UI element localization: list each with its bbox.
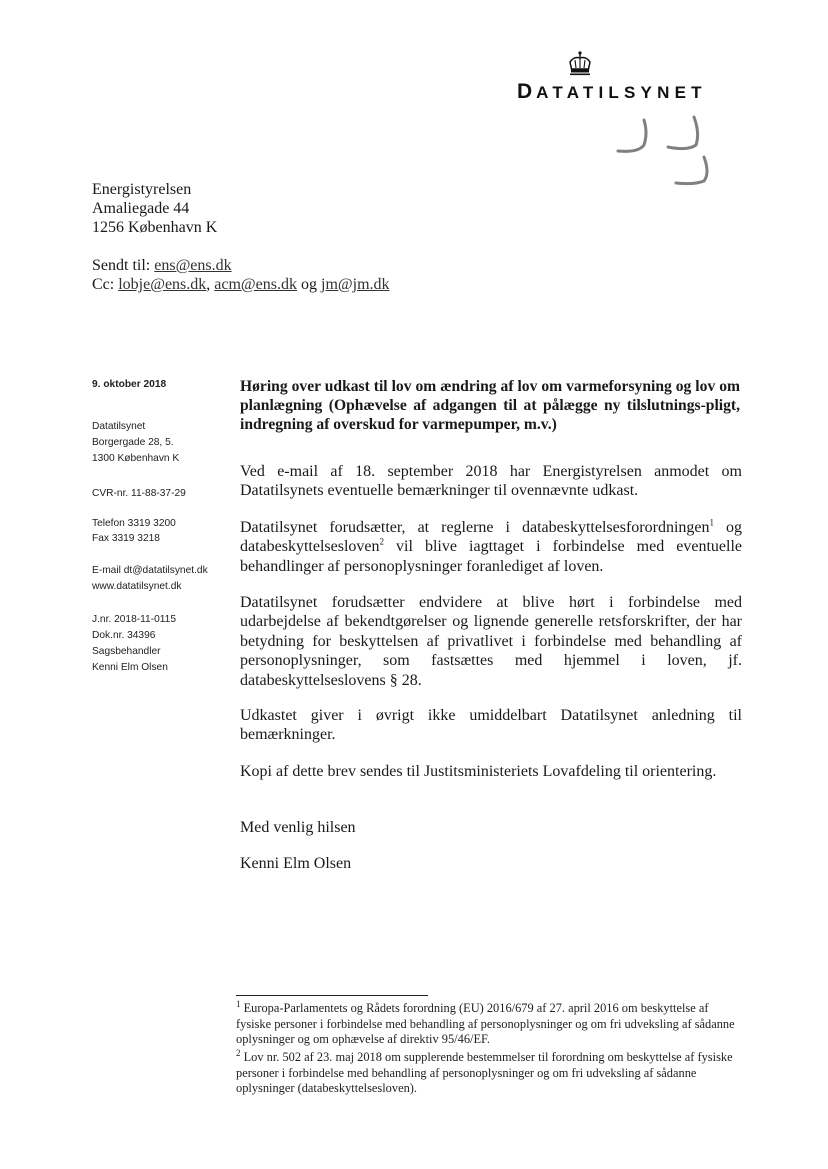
recipient-name: Energistyrelsen <box>92 181 192 198</box>
footnote-ref-1: 1 <box>709 517 714 528</box>
datatilsynet-wordmark: DATATILSYNET <box>517 80 707 103</box>
footnote-divider <box>236 995 428 996</box>
cc-separator: , <box>206 276 211 293</box>
footnote-1-number: 1 <box>236 998 241 1009</box>
footnote-ref-2: 2 <box>379 537 385 548</box>
recipient-city: 1256 København K <box>92 219 218 236</box>
handwritten-initials <box>610 115 720 195</box>
cc-email-link-3[interactable]: jm@jm.dk <box>321 276 390 293</box>
phone-number: Telefon 3319 3200 <box>92 518 176 529</box>
cc-email-link-1[interactable]: lobje@ens.dk <box>118 276 207 293</box>
sent-to-label: Sendt til: <box>92 257 151 274</box>
paragraph-2-part-c: vil blive iagttaget i forbindelse med eventuelle behandlinger af personoplysninger foranlediget af loven. <box>240 538 742 575</box>
sent-to-email-link[interactable]: ens@ens.dk <box>154 257 232 274</box>
cvr-number: CVR-nr. 11-88-37-29 <box>92 488 186 499</box>
journal-number: J.nr. 2018-11-0115 <box>92 614 177 625</box>
sender-website: www.datatilsynet.dk <box>92 581 182 592</box>
sender-email: E-mail dt@datatilsynet.dk <box>92 565 208 576</box>
paragraph-2 <box>240 518 742 576</box>
paragraph-2-part-b: og databeskyttelsesloven <box>240 519 742 556</box>
cc-label: Cc: <box>92 276 115 293</box>
document-number: Dok.nr. 34396 <box>92 630 156 641</box>
cc-line <box>92 275 390 294</box>
sender-org-name: Datatilsynet <box>92 421 146 432</box>
footnote-1 <box>236 998 736 1048</box>
footnote-2-text: Lov nr. 502 af 23. maj 2018 om supplerende bestemmelser til forordning om beskyttelse af fysiske personer i forbindelse med behandling af personoplysninger og om fri udveksling af sådanne oplysninger (databeskyttelsesloven). <box>236 1050 733 1095</box>
crown-icon <box>566 50 594 78</box>
letter-subject: Høring over udkast til lov om ændring af lov om varmeforsyning og lov om planlægning (Ophævelse af adgangen til at pålægge ny tilslutnings-pligt, indregning af overskud for varmepumper, m.v.) <box>240 378 740 433</box>
cc-email-link-2[interactable]: acm@ens.dk <box>214 276 297 293</box>
closing-greeting: Med venlig hilsen <box>240 819 356 836</box>
paragraph-1: Ved e-mail af 18. september 2018 har Energistyrelsen anmodet om Datatilsynets eventuelle bemærkninger til ovennævnte udkast. <box>240 463 742 500</box>
sent-to-line <box>92 256 232 275</box>
signer-name: Kenni Elm Olsen <box>240 855 352 872</box>
cc-and: og <box>301 276 317 293</box>
sender-city: 1300 København K <box>92 453 180 464</box>
caseworker-label: Sagsbehandler <box>92 646 161 657</box>
footnote-2 <box>236 1047 736 1097</box>
footnote-2-number: 2 <box>236 1047 241 1058</box>
paragraph-5: Kopi af dette brev sendes til Justitsministeriets Lovafdeling til orientering. <box>240 763 717 780</box>
footnote-1-text: Europa-Parlamentets og Rådets forordning (EU) 2016/679 af 27. april 2016 om beskyttelse af fysiske personer i forbindelse med behandling af personoplysninger og om fri udveksling af sådanne oplysninger og om ophævelse af direktiv 95/46/EF. <box>236 1001 735 1046</box>
caseworker-name: Kenni Elm Olsen <box>92 662 168 673</box>
sender-street: Borgergade 28, 5. <box>92 437 174 448</box>
paragraph-2-part-a: Datatilsynet forudsætter, at reglerne i databeskyttelsesforordningen <box>240 519 710 536</box>
recipient-street: Amaliegade 44 <box>92 200 190 217</box>
letter-date: 9. oktober 2018 <box>92 379 167 390</box>
fax-number: Fax 3319 3218 <box>92 533 160 544</box>
paragraph-3: Datatilsynet forudsætter endvidere at blive hørt i forbindelse med udarbejdelse af bekendtgørelser og lignende generelle retsforskrifter, der har betydning for beskyttelsen af privatlivet i forbindelse med behandling af personoplysninger, som fastsættes med hjemmel i loven, jf. databeskyttelseslovens § 28. <box>240 594 742 689</box>
paragraph-4: Udkastet giver i øvrigt ikke umiddelbart Datatilsynet anledning til bemærkninger. <box>240 707 742 744</box>
